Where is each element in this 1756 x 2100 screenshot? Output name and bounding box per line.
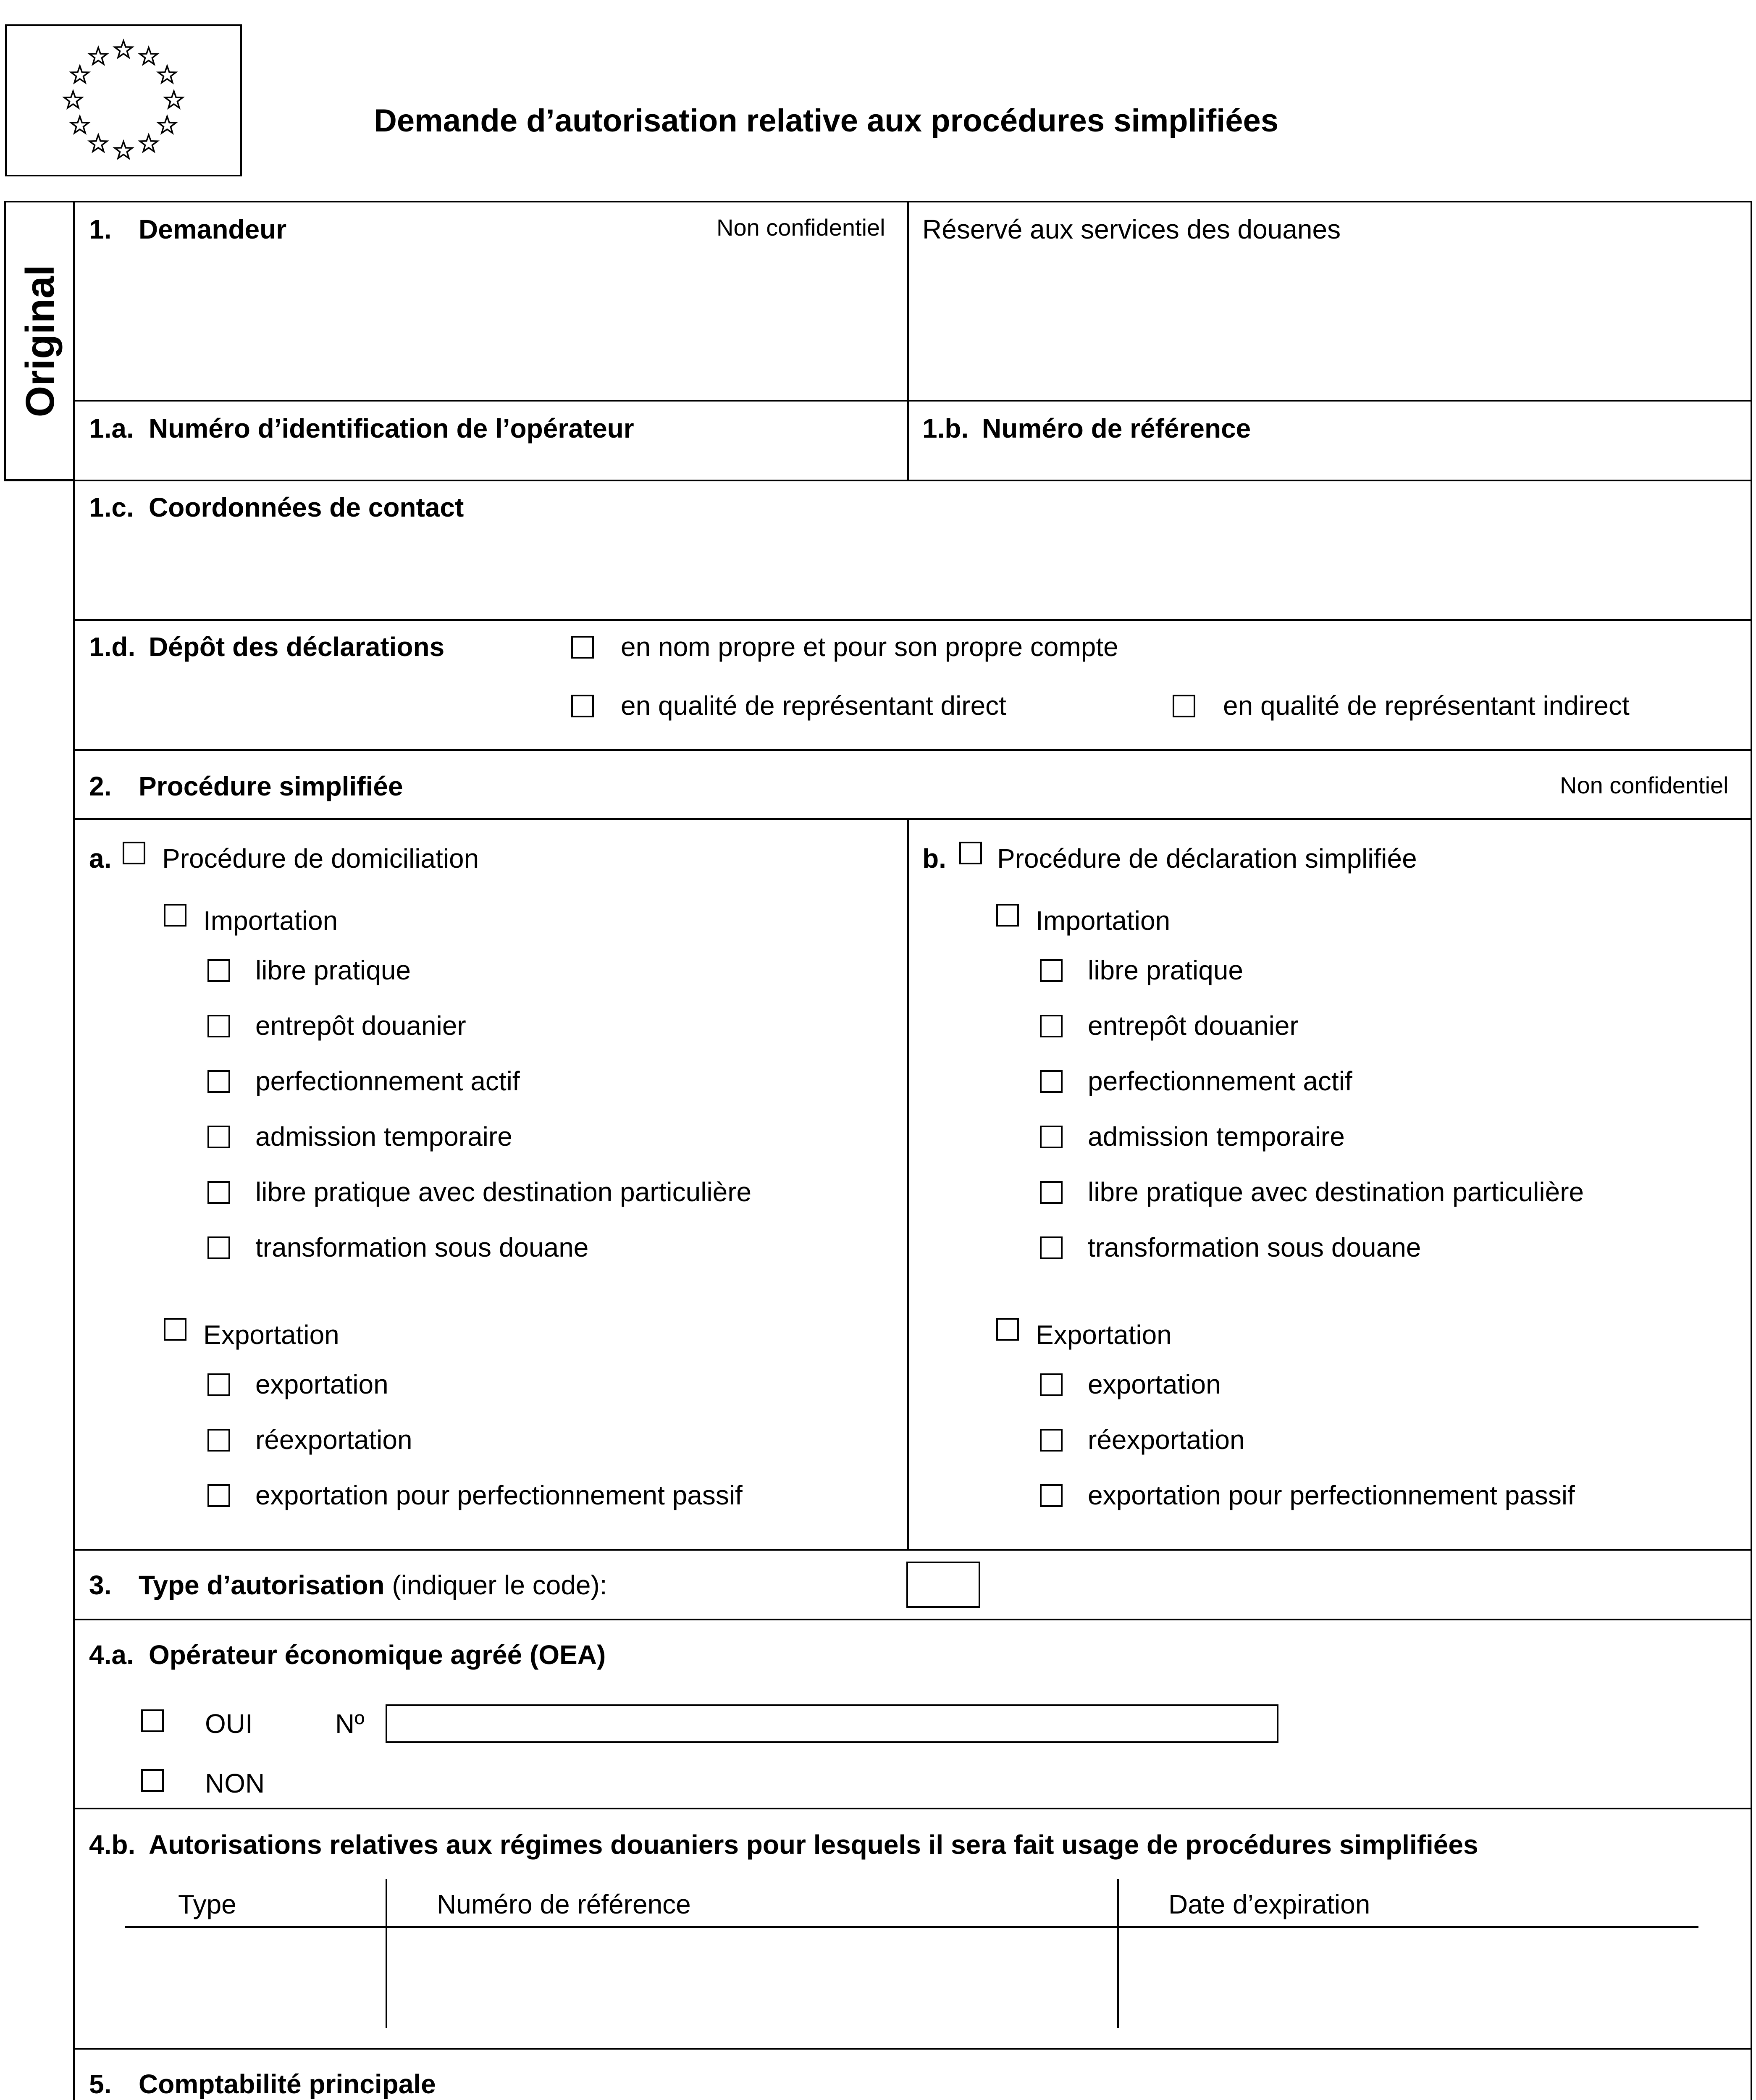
applicant-field[interactable] <box>84 252 899 391</box>
simplified-declaration-checkbox[interactable] <box>959 842 982 864</box>
aeo-number-label: Nº <box>335 1709 365 1739</box>
domiciliation-export-option-checkbox[interactable] <box>207 1373 230 1396</box>
simplified-declaration-import-checkbox[interactable] <box>996 904 1019 927</box>
simplified-declaration-import-option-label: admission temporaire <box>1088 1121 1345 1152</box>
domiciliation-export-checkbox[interactable] <box>164 1318 186 1341</box>
col-header-reference: Numéro de référence <box>437 1889 691 1919</box>
simplified-declaration-import-option-checkbox[interactable] <box>1040 959 1063 982</box>
authorisation-type-cell[interactable] <box>126 1930 383 2027</box>
eu-star-icon <box>140 47 157 64</box>
domiciliation-export-label: Exportation <box>203 1320 339 1350</box>
domiciliation-export-option-label: réexportation <box>255 1425 412 1455</box>
domiciliation-import-option-checkbox[interactable] <box>207 1070 230 1093</box>
domiciliation-import-checkbox[interactable] <box>164 904 186 927</box>
s3-label-row <box>139 1572 607 1599</box>
domiciliation-import-option-checkbox[interactable] <box>207 1236 230 1259</box>
eu-flag-logo <box>5 24 242 176</box>
aeo-no-checkbox[interactable] <box>141 1769 164 1792</box>
s4a-label: Opérateur économique agréé (OEA) <box>149 1640 606 1670</box>
domiciliation-import-label: Importation <box>203 906 338 936</box>
authorisation-type-code-field[interactable] <box>906 1562 980 1608</box>
own-name-checkbox[interactable] <box>571 636 594 659</box>
s1b-label: Numéro de référence <box>982 413 1251 444</box>
simplified-declaration-import-option-label: perfectionnement actif <box>1088 1066 1352 1096</box>
domiciliation-import-option-label: transformation sous douane <box>255 1232 589 1263</box>
domiciliation-import-option-checkbox[interactable] <box>207 1126 230 1148</box>
direct-representative-label: en qualité de représentant direct <box>621 690 1006 721</box>
simplified-declaration-import-option-checkbox[interactable] <box>1040 1015 1063 1037</box>
s1d-label: Dépôt des déclarations <box>149 632 445 662</box>
eu-star-icon <box>71 66 89 83</box>
eu-star-icon <box>89 47 107 64</box>
domiciliation-import-option-label: entrepôt douanier <box>255 1011 466 1041</box>
s1d-number: 1.d. <box>89 632 136 662</box>
simplified-declaration-import-option-checkbox[interactable] <box>1040 1236 1063 1259</box>
eu-stars-icon <box>7 26 240 175</box>
col-header-expiry: Date d’expiration <box>1168 1889 1370 1919</box>
indirect-representative-checkbox[interactable] <box>1173 695 1195 717</box>
simplified-declaration-export-label: Exportation <box>1036 1320 1172 1350</box>
simplified-declaration-export-option-checkbox[interactable] <box>1040 1429 1063 1452</box>
aeo-number-field[interactable] <box>386 1704 1278 1743</box>
reference-number-field[interactable] <box>920 449 1743 477</box>
eu-star-icon <box>71 116 89 133</box>
contact-details-field[interactable] <box>84 529 1743 613</box>
s1a-number: 1.a. <box>89 413 134 444</box>
simplified-declaration-export-option-label: exportation <box>1088 1369 1221 1399</box>
simplified-declaration-export-checkbox[interactable] <box>996 1318 1019 1341</box>
domiciliation-import-option-label: perfectionnement actif <box>255 1066 520 1096</box>
simplified-declaration-import-option-label: transformation sous douane <box>1088 1232 1421 1263</box>
domiciliation-import-option-label: libre pratique avec destination particulière <box>255 1177 752 1207</box>
s4b-number: 4.b. <box>89 1830 136 1860</box>
domiciliation-import-option-checkbox[interactable] <box>207 959 230 982</box>
s1-label: Demandeur <box>139 214 287 244</box>
form-title: Demande d’autorisation relative aux procédures simplifiées <box>374 103 1279 139</box>
simplified-declaration-import-option-checkbox[interactable] <box>1040 1126 1063 1148</box>
simplified-declaration-import-label: Importation <box>1036 906 1171 936</box>
eu-star-icon <box>115 41 132 58</box>
s2-label: Procédure simplifiée <box>139 771 403 801</box>
customs-reserved-label: Réservé aux services des douanes <box>922 214 1341 244</box>
s3-number: 3. <box>89 1570 112 1600</box>
authorisation-expiry-cell[interactable] <box>1121 1930 1698 2027</box>
operator-id-field[interactable] <box>84 449 899 477</box>
eu-star-icon <box>158 116 176 133</box>
simplified-declaration-export-option-checkbox[interactable] <box>1040 1373 1063 1396</box>
aeo-yes-label: OUI <box>205 1709 253 1739</box>
indirect-representative-label: en qualité de représentant indirect <box>1223 690 1630 721</box>
s3-hint: (indiquer le code): <box>392 1570 607 1600</box>
simplified-declaration-export-option-label: exportation pour perfectionnement passif <box>1088 1480 1575 1510</box>
table-header-rule <box>125 1926 1698 1928</box>
s5-number: 5. <box>89 2069 112 2099</box>
domiciliation-import-option-label: admission temporaire <box>255 1121 512 1152</box>
s3-label: Type d’autorisation <box>139 1570 385 1600</box>
s1b-number: 1.b. <box>922 413 969 444</box>
simplified-declaration-import-option-label: entrepôt douanier <box>1088 1011 1299 1041</box>
simplified-declaration-import-option-checkbox[interactable] <box>1040 1070 1063 1093</box>
domiciliation-export-option-checkbox[interactable] <box>207 1484 230 1507</box>
s1c-label: Coordonnées de contact <box>149 492 464 522</box>
simplified-declaration-import-option-label: libre pratique <box>1088 955 1243 985</box>
domiciliation-checkbox[interactable] <box>123 842 145 864</box>
s2-confidential-tag: Non confidentiel <box>1560 772 1729 798</box>
col-header-type: Type <box>178 1889 236 1919</box>
eu-star-icon <box>115 142 132 158</box>
domiciliation-label: Procédure de domiciliation <box>162 843 479 874</box>
s4b-label: Autorisations relatives aux régimes douaniers pour lesquels il sera fait usage de procédures simplifiées <box>149 1830 1478 1860</box>
table-divider-2 <box>1117 1879 1119 2028</box>
aeo-no-label: NON <box>205 1768 265 1798</box>
simplified-declaration-export-option-label: réexportation <box>1088 1425 1245 1455</box>
authorisation-reference-cell[interactable] <box>389 1930 1116 2027</box>
aeo-yes-checkbox[interactable] <box>141 1709 164 1732</box>
domiciliation-import-option-label: libre pratique <box>255 955 411 985</box>
domiciliation-export-option-label: exportation pour perfectionnement passif <box>255 1480 743 1510</box>
domiciliation-export-option-checkbox[interactable] <box>207 1429 230 1452</box>
s1-confidential-tag: Non confidentiel <box>717 214 885 241</box>
domiciliation-import-option-checkbox[interactable] <box>207 1015 230 1037</box>
eu-star-icon <box>64 91 82 108</box>
simplified-declaration-export-option-checkbox[interactable] <box>1040 1484 1063 1507</box>
own-name-label: en nom propre et pour son propre compte <box>621 632 1118 662</box>
s1c-number: 1.c. <box>89 492 134 522</box>
domiciliation-import-option-checkbox[interactable] <box>207 1181 230 1204</box>
direct-representative-checkbox[interactable] <box>571 695 594 717</box>
s4a-number: 4.a. <box>89 1640 134 1670</box>
eu-star-icon <box>89 135 107 152</box>
s5-label: Comptabilité principale <box>139 2069 436 2099</box>
domiciliation-export-option-label: exportation <box>255 1369 388 1399</box>
simplified-declaration-import-option-checkbox[interactable] <box>1040 1181 1063 1204</box>
s2a-letter: a. <box>89 843 112 874</box>
eu-star-icon <box>158 66 176 83</box>
s2b-letter: b. <box>922 843 946 874</box>
eu-star-icon <box>165 91 183 108</box>
simplified-declaration-label: Procédure de déclaration simplifiée <box>997 843 1417 874</box>
s1a-label: Numéro d’identification de l’opérateur <box>149 413 634 444</box>
table-divider-1 <box>386 1879 387 2028</box>
s2-number: 2. <box>89 771 112 801</box>
simplified-declaration-import-option-label: libre pratique avec destination particulière <box>1088 1177 1584 1207</box>
eu-star-icon <box>140 135 157 152</box>
copy-label: Original <box>18 265 63 417</box>
s1-number: 1. <box>89 214 112 244</box>
